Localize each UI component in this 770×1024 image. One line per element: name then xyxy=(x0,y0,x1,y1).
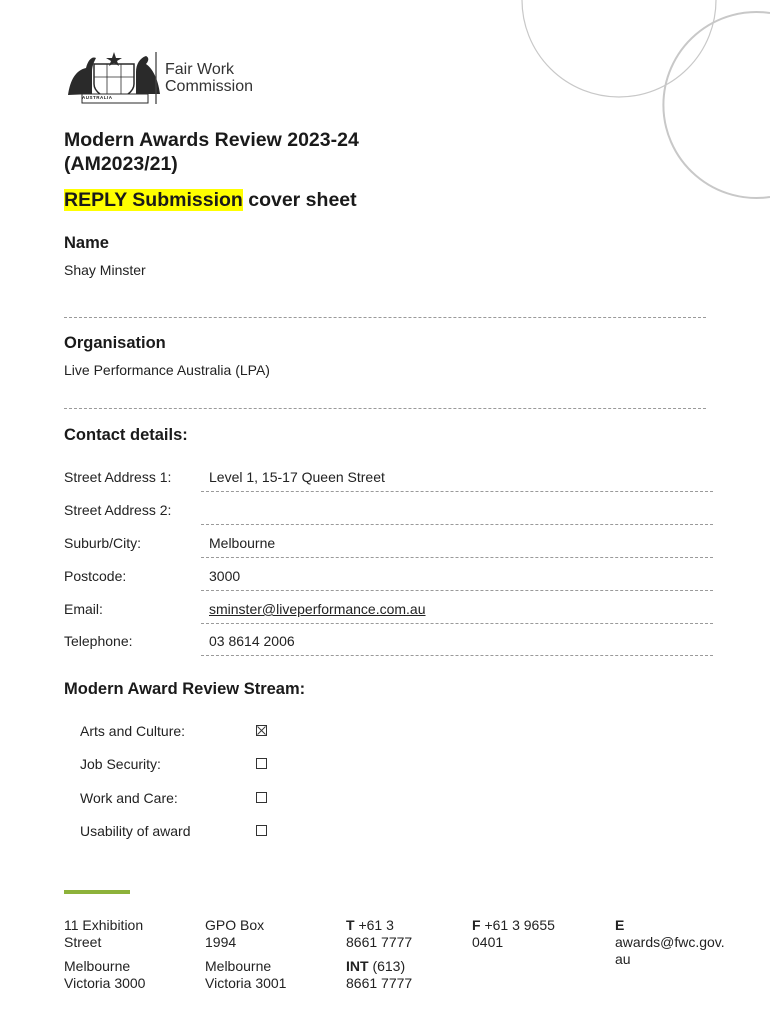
suburb-line xyxy=(201,557,713,558)
footer-col1-line2: Street xyxy=(64,934,102,950)
footer-email xyxy=(615,917,725,975)
contact-row-telephone xyxy=(64,633,714,661)
footer-f-line2: 0401 xyxy=(472,934,504,950)
footer-e-line2[interactable]: au xyxy=(615,951,631,967)
footer-int-line2: 8661 7777 xyxy=(346,975,413,991)
job-security-label: Job Security: xyxy=(80,756,161,772)
footer-int-line1: (613) xyxy=(368,958,406,974)
footer-f-label: F xyxy=(472,917,481,933)
usability-label: Usability of award xyxy=(80,823,191,839)
contact-row-postcode xyxy=(64,568,714,596)
footer-address-street xyxy=(64,917,145,999)
email-label: Email: xyxy=(64,601,103,617)
footer-col2-line3: Melbourne xyxy=(205,958,272,974)
email-line xyxy=(201,623,713,624)
postcode-value: 3000 xyxy=(209,568,241,584)
street2-label: Street Address 2: xyxy=(64,502,172,518)
contact-row-street1 xyxy=(64,469,714,497)
footer-col2-line4: Victoria 3001 xyxy=(205,975,287,991)
organisation-value: Live Performance Australia (LPA) xyxy=(64,362,270,378)
footer-col2-line1: GPO Box xyxy=(205,917,265,933)
suburb-label: Suburb/City: xyxy=(64,535,142,551)
name-label: Name xyxy=(64,234,109,252)
footer-col2-line2: 1994 xyxy=(205,934,237,950)
footer-phone xyxy=(346,917,412,999)
job-security-checkbox[interactable] xyxy=(256,758,267,769)
subtitle-highlight: REPLY Submission xyxy=(64,189,243,211)
email-link[interactable]: sminster@liveperformance.com.au xyxy=(209,601,426,617)
document-subtitle xyxy=(64,188,357,212)
arts-checkbox[interactable] xyxy=(256,725,267,736)
street1-label: Street Address 1: xyxy=(64,469,172,485)
contact-row-suburb xyxy=(64,535,714,563)
footer-fax xyxy=(472,917,555,958)
footer-col1-line1: 11 Exhibition xyxy=(64,917,144,933)
org-name-line1: Fair Work xyxy=(165,61,235,78)
footer-int-label: INT xyxy=(346,958,369,974)
usability-checkbox[interactable] xyxy=(256,825,267,836)
footer-e-label: E xyxy=(615,917,625,933)
stream-heading: Modern Award Review Stream: xyxy=(64,680,306,698)
contact-heading: Contact details: xyxy=(64,426,188,444)
organisation-label: Organisation xyxy=(64,334,166,352)
footer-t-line1: +61 3 xyxy=(354,917,394,933)
stream-option-usability xyxy=(80,823,300,847)
logo-caption: AUSTRALIA xyxy=(82,95,113,100)
stream-option-arts xyxy=(80,723,300,747)
footer-t-line2: 8661 7777 xyxy=(346,934,413,950)
footer-f-line1: +61 3 9655 xyxy=(480,917,555,933)
checked-x-icon xyxy=(257,726,266,735)
footer-e-line1[interactable]: awards@fwc.gov. xyxy=(615,934,725,950)
footer-address-postal xyxy=(205,917,286,999)
title-line2: (AM2023/21) xyxy=(64,153,178,175)
arts-label: Arts and Culture: xyxy=(80,723,186,739)
work-care-checkbox[interactable] xyxy=(256,792,267,803)
contact-row-email xyxy=(64,601,714,629)
subtitle-rest: cover sheet xyxy=(242,189,357,211)
organisation-divider xyxy=(64,408,706,409)
suburb-value: Melbourne xyxy=(209,535,276,551)
postcode-label: Postcode: xyxy=(64,568,127,584)
work-care-label: Work and Care: xyxy=(80,790,178,806)
footer-accent-bar xyxy=(64,890,130,894)
street2-line xyxy=(201,524,713,525)
telephone-label: Telephone: xyxy=(64,633,133,649)
footer-t-label: T xyxy=(346,917,355,933)
telephone-value: 03 8614 2006 xyxy=(209,633,295,649)
telephone-line xyxy=(201,655,713,656)
name-divider xyxy=(64,317,706,318)
title-line1: Modern Awards Review 2023-24 xyxy=(64,129,359,151)
postcode-line xyxy=(201,590,713,591)
footer-col1-line4: Victoria 3000 xyxy=(64,975,146,991)
org-name-line2: Commission xyxy=(165,78,254,95)
contact-row-street2 xyxy=(64,502,714,530)
stream-option-job-security xyxy=(80,756,300,780)
street1-line xyxy=(201,491,713,492)
document-title xyxy=(64,128,359,176)
name-value: Shay Minster xyxy=(64,262,146,278)
org-name xyxy=(165,61,253,95)
footer-col1-line3: Melbourne xyxy=(64,958,131,974)
street1-value: Level 1, 15-17 Queen Street xyxy=(209,469,385,485)
stream-option-work-care xyxy=(80,790,300,814)
